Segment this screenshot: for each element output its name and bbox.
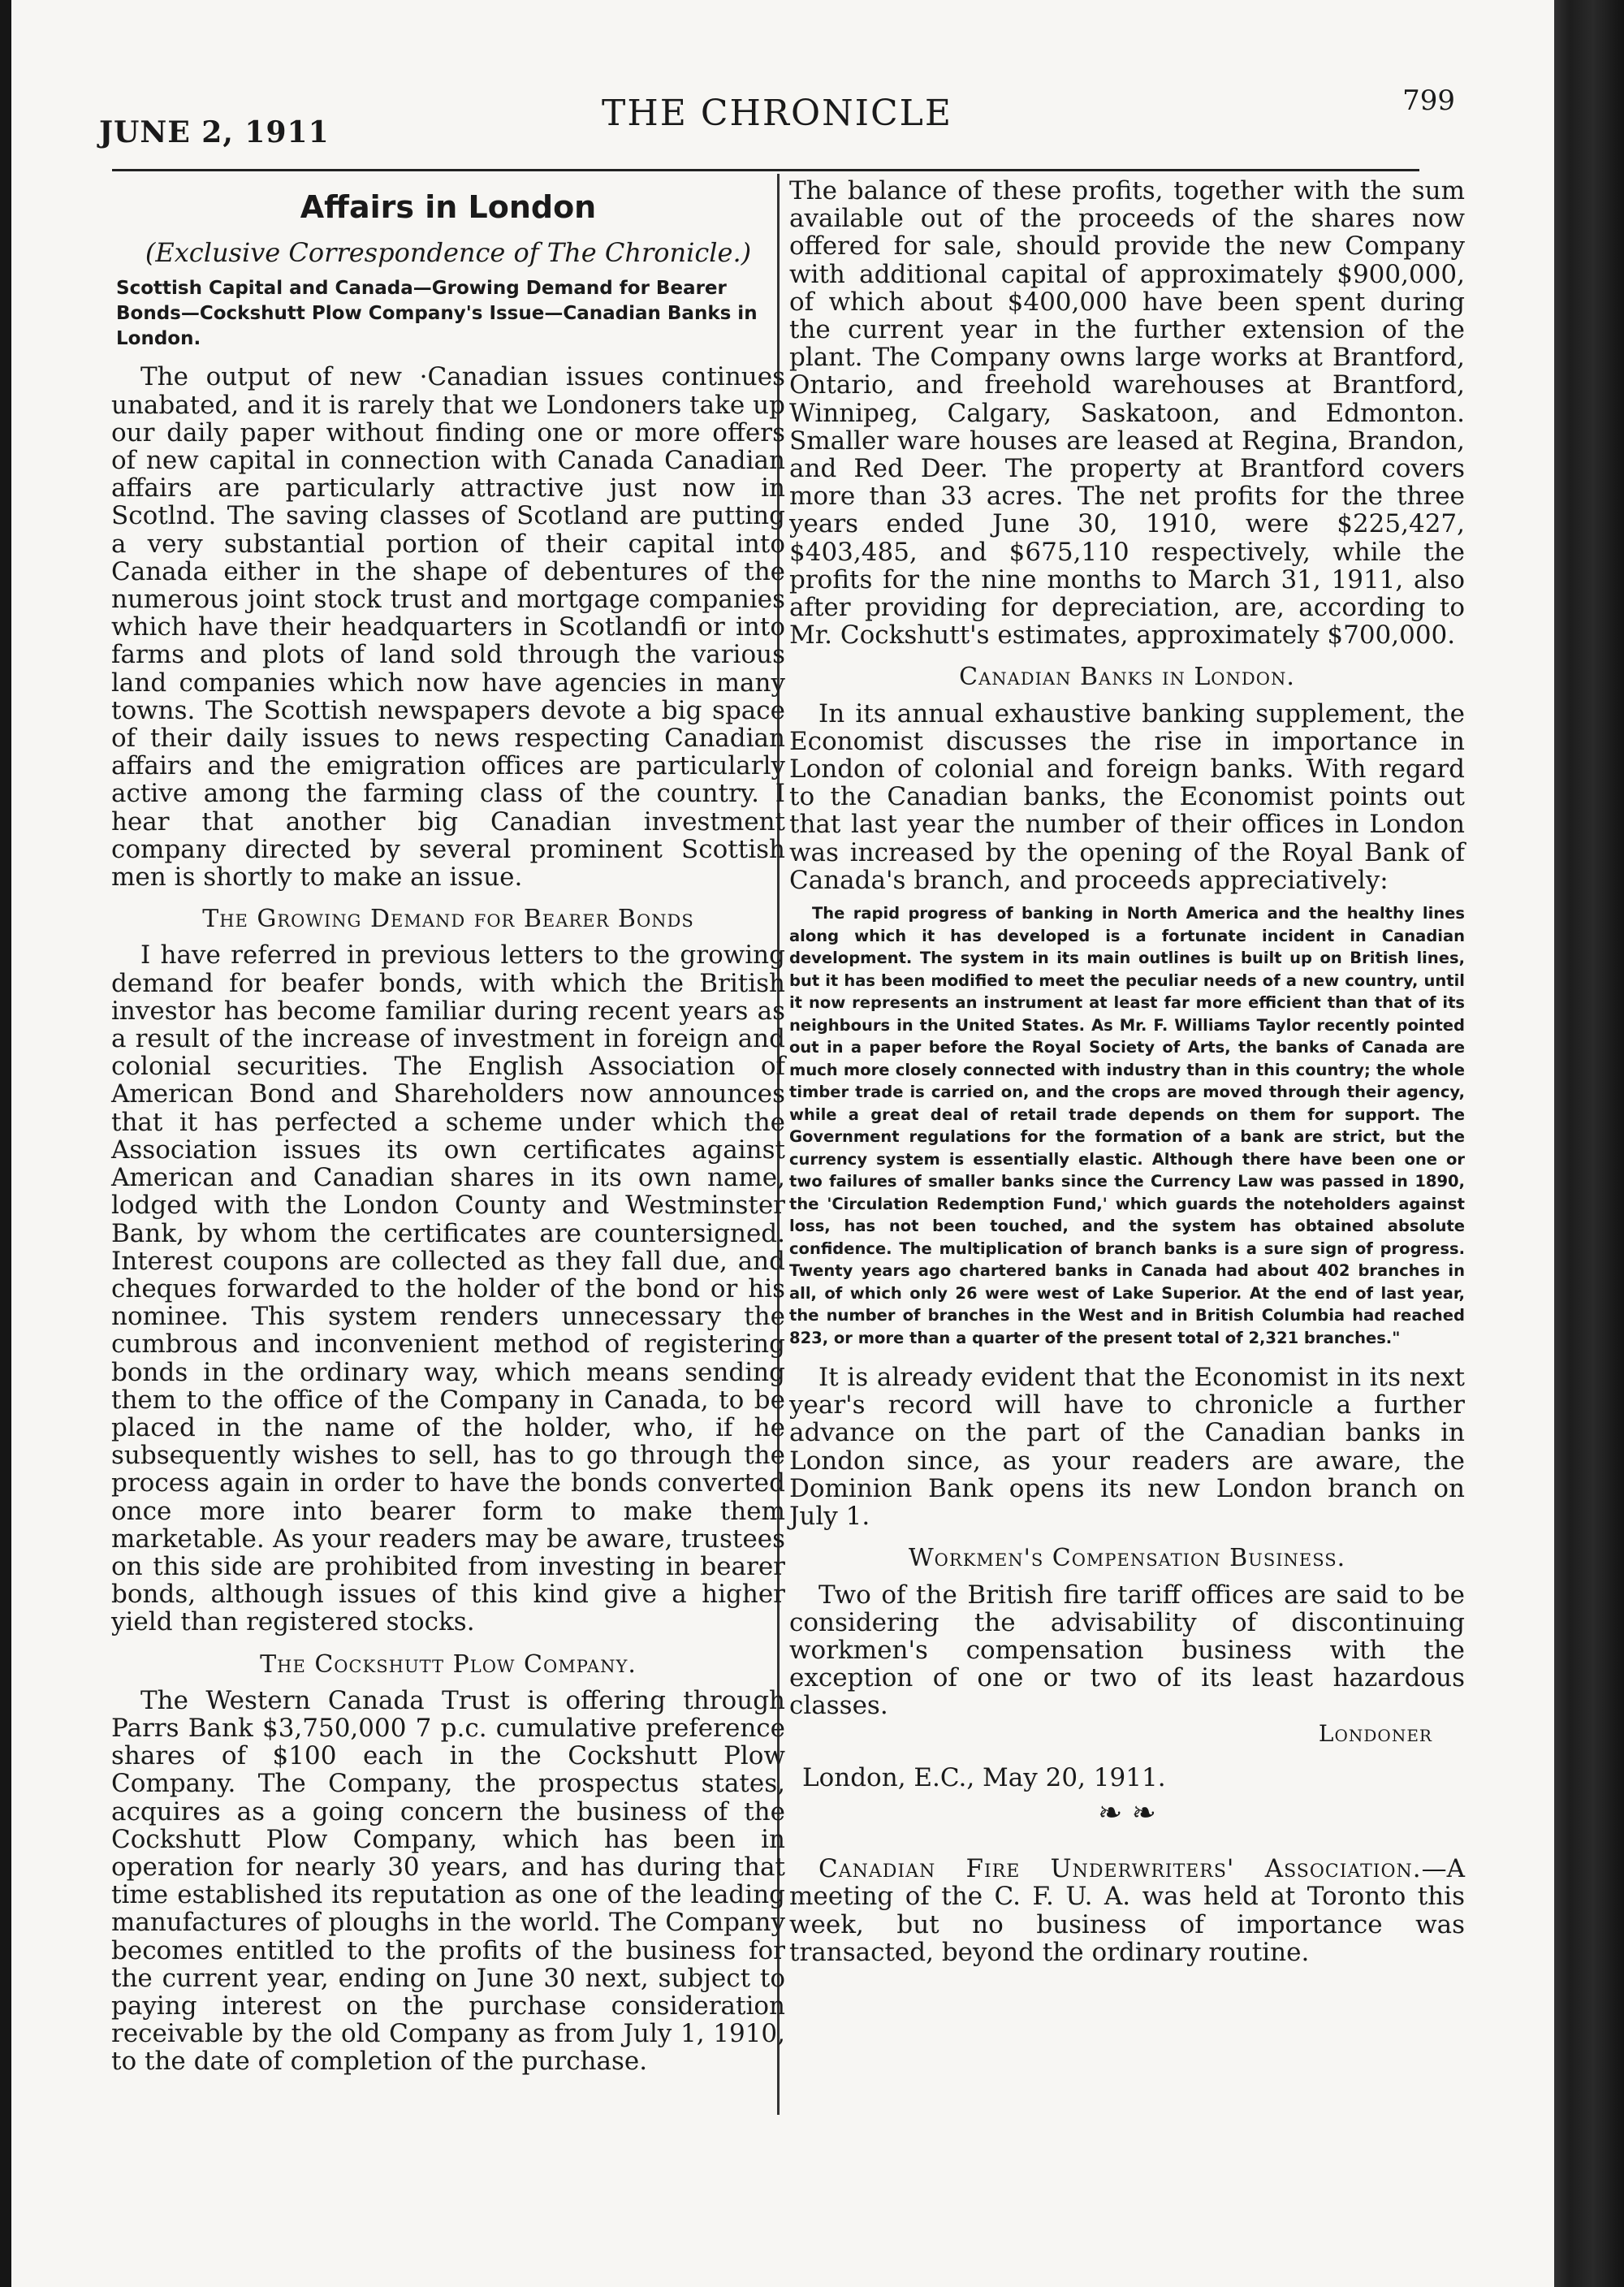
page-header [99, 84, 1455, 149]
article-title: Affairs in London [300, 189, 597, 225]
paragraph-economist: In its annual exhaustive banking supplement, the Economist discusses the rise in importance in London of colonial and foreign banks. With regard to the Canadian banks, the Economist points out that last year the number of their offices in London was increased by the opening of the Royal Bank of Canada's branch, and proceeds appreciatively: [789, 698, 1465, 895]
header-date: JUNE 2, 1911 [99, 115, 330, 149]
dateline: London, E.C., May 20, 1911. [802, 1762, 1166, 1792]
article-subheading: Scottish Capital and Canada—Growing Demand for Bearer Bonds—Cockshutt Plow Company's Issue—Canadian Banks in London. [116, 278, 758, 350]
quote-text: The rapid progress of banking in North America and the healthy lines along which it has developed is a fortunate incident in Canadian development. The system in its main outlines is built up on British lines, but it has been modified to meet the peculiar needs of a new country, until it now represents an instrument at least far more efficient than that of its neighbours in the United States. As Mr. F. Williams Taylor recently pointed out in a paper before the Royal Society of Arts, the banks of Canada are much more closely connected with industry than in this country; the whole timber trade is carried on, and the crops are moved through their agency, while a great deal of retail trade depends on them for support. The Government regulations for the formation of a bank are strict, but the currency system is essentially elastic. Although there have been one or two failures of smaller banks since the Currency Law was passed in 1890, the 'Circulation Redemption Fund,' which guards the noteholders against loss, has not been touched, and the system has obtained absolute confidence. The multiplication of branch banks is a sure sign of progress. Twenty years ago chartered banks in Canada had about 402 branches in all, of which only 26 were west of Lake Superior. At the end of last year, the number of branches in the West and in British Columbia had reached 823, or more than a quarter of the present total of 2,321 branches." [789, 904, 1465, 1347]
paragraph-cfua [789, 1855, 1465, 1966]
page-number: 799 [1402, 84, 1455, 117]
paragraph-scottish-capital: The output of new ·Canadian issues continues unabated, and it is rarely that we Londoners take up our daily paper without finding one or more offers of new capital in connection with Canada Canadian affairs are particularly attractive just now in Scotlnd. The saving classes of Scotland are putting a very substantial portion of their capital into Canada either in the shape of debentures of the numerous joint stock trust and mortgage companies which have their headquarters in Scotlandfi or into farms and plots of land sold through the various land companies which now have agencies in many towns. The Scottish newspapers devote a big space of their daily issues to news respecting Canadian affairs and the emigration offices are particularly active among the farming class of the country. I hear that another big Canadian investment company directed by several prominent Scottish men is shortly to make an issue. [111, 362, 785, 893]
left-column [111, 187, 785, 2076]
article-subtitle: (Exclusive Correspondence of The Chronicle.) [145, 237, 752, 269]
publication-title: THE CHRONICLE [602, 93, 952, 134]
paragraph-cockshutt-continued: The balance of these profits, together with the sum available out of the proceeds of the shares now offered for sale, should provide the new Company with additional capital of approximately $900,000, of which about $400,000 have been spent during the current year in the further extension of the plant. The Company owns large works at Brantford, Ontario, and freehold warehouses at Brantford, Winnipeg, Calgary, Saskatoon, and Edmonton. Smaller ware houses are leased at Regina, Brandon, and Red Deer. The property at Brantford covers more than 33 acres. The net profits for the three years ended June 30, 1910, were $225,427, $403,485, and $675,110 respectively, while the profits for the nine months to March 31, 1911, also after providing for depreciation, are, according to Mr. Cockshutt's estimates, approximately $700,000. [789, 176, 1465, 651]
ornament-divider: ❧ ❧ [1098, 1796, 1156, 1830]
section-heading-cockshutt: The Cockshutt Plow Company. [260, 1649, 637, 1679]
section-heading-bearer-bonds: The Growing Demand for Bearer Bonds [202, 905, 694, 934]
author-signature: Londoner [1318, 1719, 1432, 1747]
cfua-lead: Canadian Fire Underwriters' Association. [818, 1854, 1422, 1884]
header-rule [112, 169, 1419, 171]
cfua-text: —A meeting of the C. F. U. A. was held at Toronto this week, but no business of importance was transacted, beyond the ordinary routine. [789, 1854, 1465, 1967]
paragraph-cockshutt-offer: The Western Canada Trust is offering through Parrs Bank $3,750,000 7 p.c. cumulative preference shares of $100 each in the Cockshutt Plow Company. The Company, the prospectus states, acquires as a going concern the business of the Cockshutt Plow Company, which has been in operation for nearly 30 years, and has during that time established its reputation as one of the leading manufactures of ploughs in the world. The Company becomes entitled to the profits of the business for the current year, ending on June 30 next, subject to paying interest on the purchase consideration receivable by the old Company as from July 1, 1910, to the date of completion of the purchase. [111, 1685, 785, 2077]
paragraph-workmens-compensation: Two of the British fire tariff offices are said to be considering the advisability of discontinuing workmen's compensation business with the exception of one or two of its least hazardous classes. [789, 1580, 1465, 1721]
book-spine [1547, 0, 1624, 2287]
paragraph-bearer-bonds: I have referred in previous letters to the growing demand for beafer bonds, with which the British investor has become familiar during recent years as a result of the increase of investment in foreign and colonial securities. The English Association of American Bond and Shareholders now announces that it has perfected a scheme under which the Association issues its own certificates against American and Canadian shares in its own name, lodged with the London County and Westminster Bank, by whom the certificates are countersigned. Interest coupons are collected as they fall due, and cheques forwarded to the holder of the bond or his nominee. This system renders unnecessary the cumbrous and inconvenient method of registering bonds in the ordinary way, which means sending them to the office of the Company in Canada, to be placed in the name of the holder, who, if he subsequently wishes to sell, has to go through the process again in order to have the bonds converted once more into bearer form to make them marketable. As your readers may be aware, trustees on this side are prohibited from investing in bearer bonds, although issues of this kind give a higher yield than registered stocks. [111, 940, 785, 1637]
section-heading-workmens-compensation: Workmen's Compensation Business. [908, 1544, 1346, 1573]
section-heading-canadian-banks: Canadian Banks in London. [959, 663, 1295, 692]
paragraph-dominion-bank: It is already evident that the Economist in its next year's record will have to chronicle a further advance on the part of the Canadian banks in London since, as your readers are aware, the Dominion Bank opens its new London branch on July 1. [789, 1363, 1465, 1532]
right-column [789, 177, 1465, 1966]
economist-quote [789, 902, 1465, 1349]
